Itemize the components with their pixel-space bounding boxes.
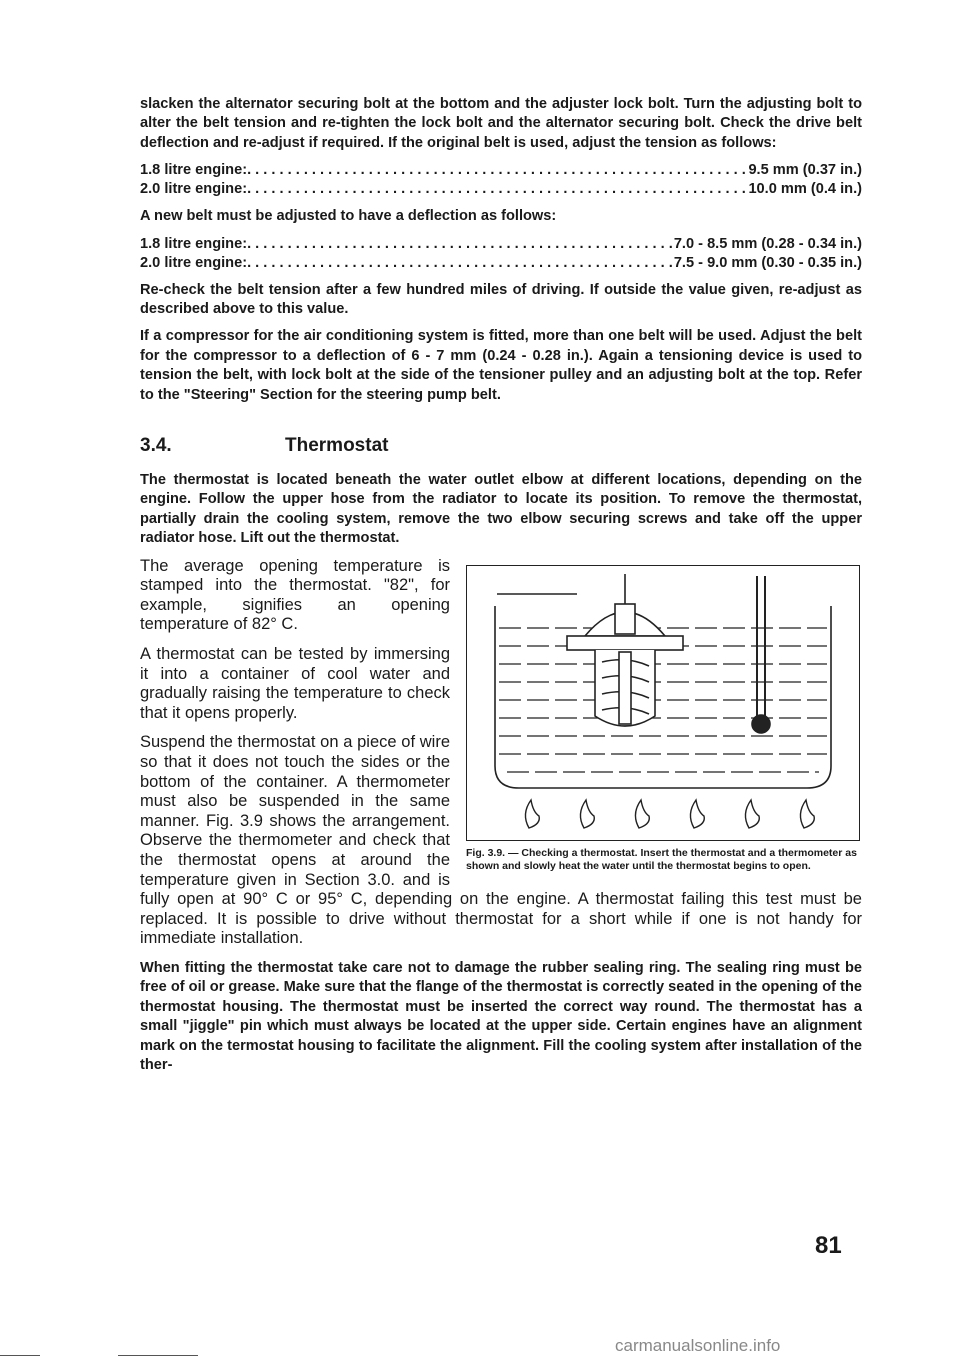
recheck-paragraph: Re-check the belt tension after a few hundred miles of driving. If outside the value given, re-adjust as described above to this value. — [140, 281, 862, 318]
suspend-paragraph: Suspend the thermostat on a piece of wire so that it does not touch the sides or the bottom of the container. A thermometer must also be suspended in the same manner. Fig. 3.9 shows the arrangement. Observe the thermometer and check that the thermostat opens at around the temperature given in Section 3.0. and is fully open at 90° C or 95° C, depending on the engine. A thermostat failing this test must be replaced. It is possible to drive without thermostat for a short while if one is not handy for immediate installation. — [140, 733, 862, 948]
spec-row — [140, 254, 862, 273]
new-belt-specs — [140, 235, 862, 273]
spec-row — [140, 235, 862, 254]
page-content — [140, 95, 862, 1083]
spec-value: 9.5 mm (0.37 in.) — [748, 162, 862, 179]
figure-3-9 — [466, 565, 862, 873]
watermark-text: carmanualsonline.info — [615, 1336, 781, 1355]
spec-value: 7.5 - 9.0 mm (0.30 - 0.35 in.) — [673, 254, 862, 271]
test-paragraph: A thermostat can be tested by immersing it into a container of cool water and gradually raising the temperature to check that it opens properly. — [140, 645, 450, 722]
section-title: Thermostat — [285, 435, 389, 457]
section-number: 3.4. — [140, 435, 172, 457]
thermostat-test-block — [140, 557, 862, 959]
new-belt-intro: A new belt must be adjusted to have a deflection as follows: — [140, 208, 557, 225]
spec-row — [140, 180, 862, 199]
thermostat-intro: The thermostat is located beneath the water outlet elbow at different locations, depending on the engine. Follow the upper hose from the radiator to locate its position. To remove the thermostat, partially drain the cooling system, remove the two elbow securing screws and take off the upper radiator hose. Lift out the thermostat. — [140, 472, 862, 547]
spec-row — [140, 161, 862, 180]
figure-caption: Fig. 3.9. — Checking a thermostat. Insert the thermostat and a thermometer as shown and slowly heat the water until the thermostat begins to open. — [466, 846, 857, 872]
leader-dots — [247, 180, 748, 199]
intro-paragraph: slacken the alternator securing bolt at the bottom and the adjuster lock bolt. Turn the adjusting bolt to alter the belt tension and re-tighten the lock bolt and the alternator securing bolt. Check the drive belt deflection and re-adjust if required. If the original belt is used, adjust the tension as follows: — [140, 96, 862, 151]
spec-value: 10.0 mm (0.4 in.) — [748, 181, 862, 198]
leader-dots — [247, 161, 748, 180]
spec-label: 1.8 litre engine: — [140, 235, 248, 252]
footer-divider — [118, 1355, 198, 1356]
leader-dots — [247, 235, 674, 254]
opening-temp-paragraph: The average opening temperature is stamped into the thermostat. "82", for example, signifies an opening temperature of 82° C. — [140, 556, 450, 634]
footer-divider — [0, 1355, 40, 1356]
thermostat-test-illustration — [467, 566, 858, 839]
page-number: 81 — [815, 1232, 842, 1259]
spec-label: 2.0 litre engine: — [140, 181, 248, 198]
leader-dots — [247, 254, 674, 273]
section-heading — [140, 435, 862, 457]
fitting-paragraph: When fitting the thermostat take care not to damage the rubber sealing ring. The sealing ring must be free of oil or grease. Make sure that the flange of the thermostat is correctly seated in the opening of the thermostat housing. The thermostat must be inserted the correct way round. The thermostat has a small "jiggle" pin which must always be located at the upper side. Certain engines have an alignment mark on the termostat housing to facilitate the alignment. Fill the cooling system after installation of the ther- — [140, 959, 862, 1073]
spec-value: 7.0 - 8.5 mm (0.28 - 0.34 in.) — [673, 235, 862, 252]
compressor-paragraph: If a compressor for the air conditioning system is fitted, more than one belt will be used. Adjust the belt for the compressor to a deflection of 6 - 7 mm (0.24 - 0.28 in.). Again a tensioning device is used to tension the belt, with lock bolt at the side of the tensioner pulley and an adjusting bolt at the top. Refer to the "Steering" Section for the steering pump belt. — [140, 328, 862, 403]
spec-label: 1.8 litre engine: — [140, 162, 248, 179]
figure-frame — [466, 565, 860, 841]
spec-label: 2.0 litre engine: — [140, 254, 248, 271]
used-belt-specs — [140, 161, 862, 199]
